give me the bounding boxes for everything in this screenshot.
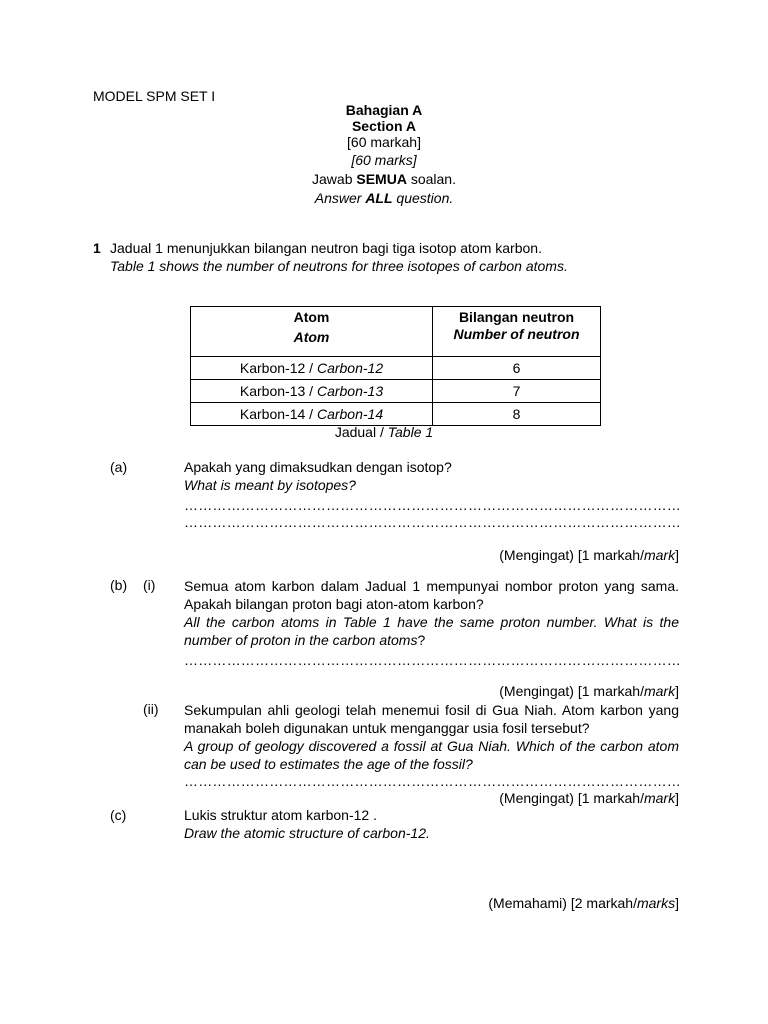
total-marks-en: [60 marks] (351, 152, 417, 168)
table-cell-atom: Karbon-12 / Carbon-12 (191, 357, 433, 380)
part-c-question-ms: Lukis struktur atom karbon-12 . (184, 807, 377, 823)
isotope-table (190, 306, 601, 426)
table-row (191, 403, 601, 426)
answer-line[interactable]: …………………………………………………………………………………………… (184, 497, 681, 513)
instruction-ms: Jawab SEMUA soalan. (312, 171, 456, 187)
part-b-i-question-en: All the carbon atoms in Table 1 have the same proton number. What is the number of proton in the carbon atoms? (184, 614, 679, 648)
section-title-ms: Bahagian A (345, 102, 423, 118)
instruction-en: Answer ALL question. (314, 190, 454, 206)
table-row (191, 380, 601, 403)
part-a-question-en: What is meant by isotopes? (184, 477, 356, 493)
part-b-i-label: (i) (143, 577, 156, 593)
table-cell-neutron: 7 (433, 380, 601, 403)
question-intro-en: Table 1 shows the number of neutrons for three isotopes of carbon atoms. (110, 258, 568, 274)
question-number: 1 (93, 240, 101, 256)
section-title-en: Section A (351, 118, 417, 134)
part-b-ii-marks: (Mengingat) [1 markah/mark] (499, 790, 679, 806)
table-row (191, 357, 601, 380)
table-header-neutron: Bilangan neutron Number of neutron (433, 307, 601, 357)
answer-line[interactable]: …………………………………………………………………………………………… (184, 514, 681, 530)
table-header-row (191, 307, 601, 357)
part-b-ii-label: (ii) (143, 701, 159, 717)
table-cell-atom: Karbon-14 / Carbon-14 (191, 403, 433, 426)
part-a-question-ms: Apakah yang dimaksudkan dengan isotop? (184, 459, 452, 475)
part-a-marks: (Mengingat) [1 markah/mark] (499, 547, 679, 563)
table-cell-neutron: 6 (433, 357, 601, 380)
answer-line[interactable]: …………………………………………………………………………………………… (184, 652, 681, 668)
part-c-marks: (Memahami) [2 markah/marks] (488, 895, 679, 911)
part-a-label: (a) (110, 459, 128, 475)
part-b-i-question-ms: Semua atom karbon dalam Jadual 1 mempunyai nombor proton yang sama. Apakah bilangan proton bagi aton-atom karbon? (184, 578, 679, 612)
table-caption: Jadual / Table 1 (334, 424, 434, 440)
part-b-ii-question-ms: Sekumpulan ahli geologi telah menemui fosil di Gua Niah. Atom karbon yang manakah boleh digunakan untuk menganggar usia fosil tersebut? (184, 702, 679, 736)
answer-line[interactable]: …………………………………………………………………………………………… (184, 773, 681, 789)
model-title: MODEL SPM SET I (93, 88, 216, 104)
part-c-label: (c) (110, 807, 127, 823)
part-c-question-en: Draw the atomic structure of carbon-12. (184, 825, 430, 841)
table-cell-neutron: 8 (433, 403, 601, 426)
table-cell-atom: Karbon-13 / Carbon-13 (191, 380, 433, 403)
question-intro-ms: Jadual 1 menunjukkan bilangan neutron bagi tiga isotop atom karbon. (110, 240, 542, 256)
part-b-i-marks: (Mengingat) [1 markah/mark] (499, 683, 679, 699)
part-b-label: (b) (110, 577, 128, 593)
table-header-atom: Atom Atom (191, 307, 433, 357)
total-marks-ms: [60 markah] (347, 134, 421, 150)
part-b-ii-question-en: A group of geology discovered a fossil at Gua Niah. Which of the carbon atom can be used to estimates the age of the fossil? (184, 738, 679, 772)
